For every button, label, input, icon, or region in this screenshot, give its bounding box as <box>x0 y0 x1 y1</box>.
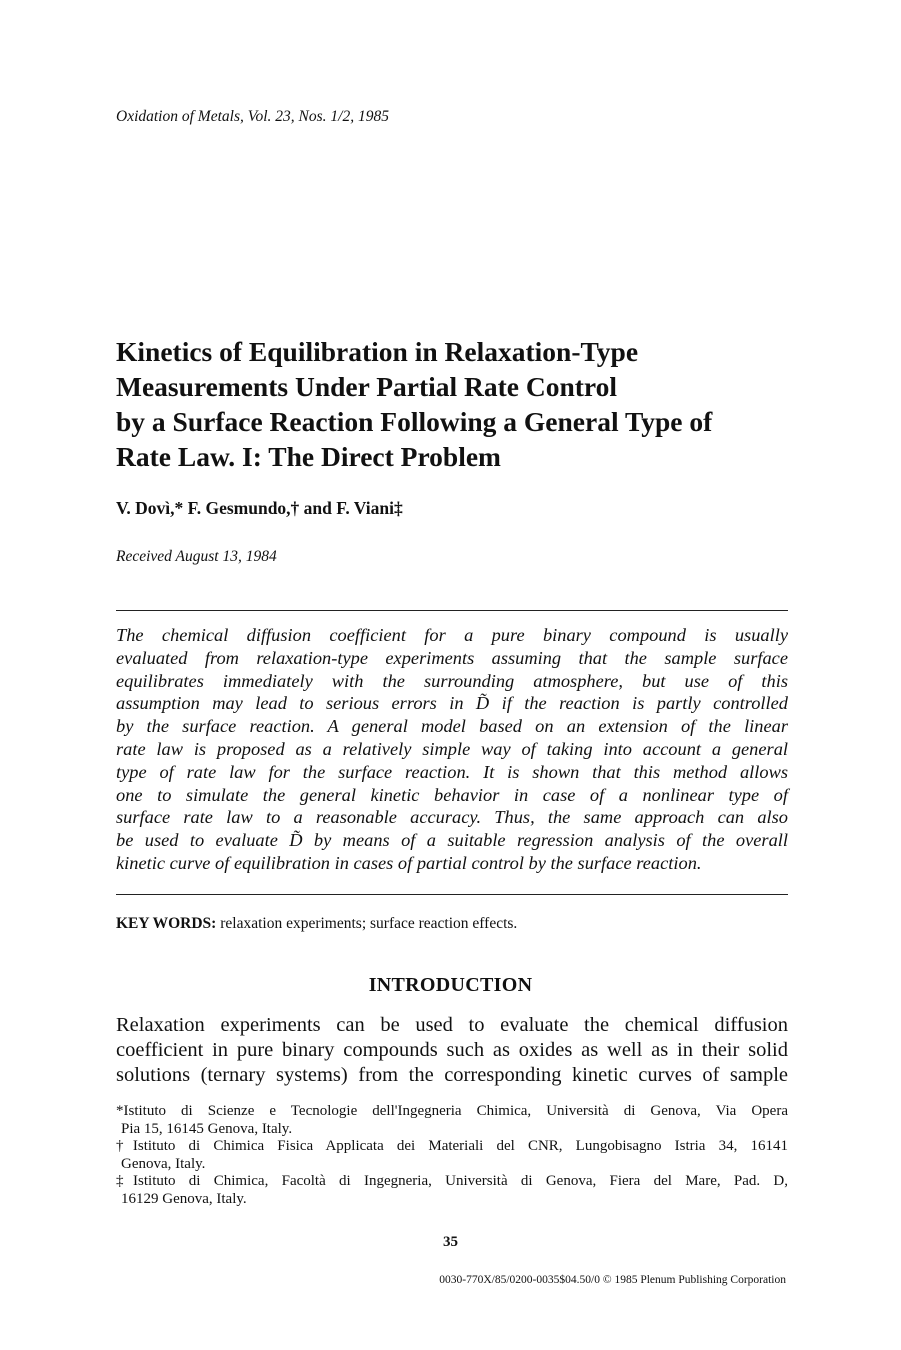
article-title <box>116 334 796 474</box>
footnote <box>116 1103 788 1138</box>
footnote-line: 16129 Genova, Italy. <box>121 1190 247 1207</box>
footnote <box>116 1138 788 1173</box>
abstract-line: be used to evaluate D̃ by means of a suitable regression analysis of the overall <box>116 830 788 851</box>
running-head: Oxidation of Metals, Vol. 23, Nos. 1/2, 1985 <box>116 108 389 125</box>
intro-line: solutions (ternary systems) from the corresponding kinetic curves of sample <box>116 1064 788 1086</box>
abstract-line: evaluated from relaxation-type experiments assuming that the sample surface <box>116 647 788 668</box>
section-heading: INTRODUCTION <box>368 974 533 996</box>
copyright-line: 0030-770X/85/0200-0035$04.50/0 © 1985 Plenum Publishing Corporation <box>439 1274 786 1286</box>
footnote-line: *Istituto di Scienze e Tecnologie dell'Ingegneria Chimica, Università di Genova, Via Opera <box>116 1103 788 1119</box>
intro-line: coefficient in pure binary compounds such as oxides as well as in their solid <box>116 1039 788 1061</box>
introduction-text <box>116 1013 788 1088</box>
abstract-line: one to simulate the general kinetic behavior in case of a nonlinear type of <box>116 784 788 805</box>
footnote-line: ‡Istituto di Chimica, Facoltà di Ingegneria, Università di Genova, Fiera del Mare, Pad. D, <box>116 1173 788 1189</box>
abstract-line: The chemical diffusion coefficient for a pure binary compound is usually <box>116 625 788 645</box>
title-line: Measurements Under Partial Rate Control <box>116 371 618 402</box>
footnote-line: Genova, Italy. <box>121 1155 206 1172</box>
intro-line: Relaxation experiments can be used to evaluate the chemical diffusion <box>116 1014 788 1036</box>
keywords-label: KEY WORDS: <box>116 915 217 932</box>
abstract <box>116 624 788 875</box>
abstract-line: surface rate law to a reasonable accuracy. Thus, the same approach can also <box>116 807 788 828</box>
page-number: 35 <box>443 1234 458 1250</box>
abstract-line: kinetic curve of equilibration in cases of partial control by the surface reaction. <box>116 852 702 873</box>
authors: V. Dovì,* F. Gesmundo,† and F. Viani‡ <box>116 498 403 518</box>
received-date: Received August 13, 1984 <box>116 548 277 565</box>
title-line: Rate Law. I: The Direct Problem <box>116 441 501 472</box>
footnote-line: †Istituto di Chimica Fisica Applicata dei Materiali del CNR, Lungobisagno Istria 34, 16141 <box>116 1138 788 1154</box>
footnote <box>116 1173 788 1208</box>
keywords-text: relaxation experiments; surface reaction effects. <box>220 915 518 932</box>
abstract-line: rate law is proposed as a relatively simple way of taking into account a general <box>116 738 788 759</box>
abstract-line: type of rate law for the surface reaction. It is shown that this method allows <box>116 761 788 782</box>
abstract-bottom-rule <box>116 894 788 895</box>
title-line: Kinetics of Equilibration in Relaxation-Type <box>116 336 639 367</box>
abstract-line: by the surface reaction. A general model based on an extension of the linear <box>116 716 788 737</box>
keywords <box>116 915 517 933</box>
abstract-top-rule <box>116 610 788 611</box>
footnote-line: Pia 15, 16145 Genova, Italy. <box>121 1120 293 1137</box>
title-line: by a Surface Reaction Following a General Type of <box>116 406 713 437</box>
footnotes <box>116 1103 788 1208</box>
abstract-line: equilibrates immediately with the surrounding atmosphere, but use of this <box>116 670 788 691</box>
abstract-line: assumption may lead to serious errors in D̃ if the reaction is partly controlled <box>116 693 788 714</box>
